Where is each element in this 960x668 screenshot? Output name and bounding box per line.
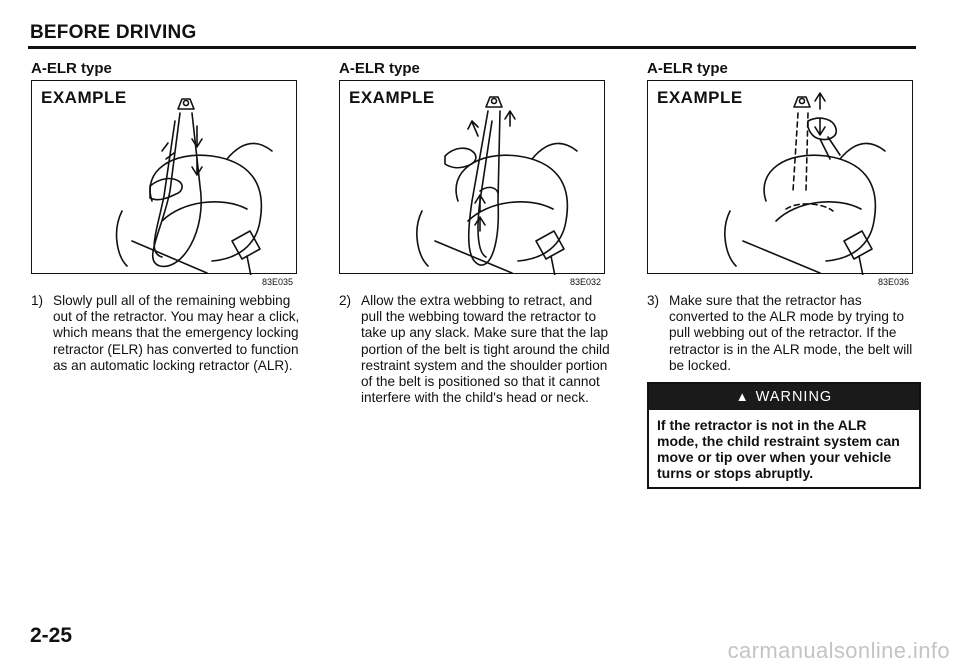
figure-label: EXAMPLE: [657, 88, 743, 107]
step-text: Slowly pull all of the remaining webbing out of the retractor. You may hear a click, which means that the emergency locking retractor (ELR) has converted to function as an automatic locking retractor (ALR).: [53, 293, 300, 373]
step-instruction: [647, 293, 921, 374]
figure-label: EXAMPLE: [349, 88, 435, 107]
warning-triangle-icon: ▲: [735, 389, 750, 405]
step-column-3: [647, 60, 917, 489]
page-number: 2-25: [30, 624, 73, 647]
step-instruction: [31, 293, 305, 374]
seatbelt-locked-illustration: [648, 81, 914, 275]
step-text: Make sure that the retractor has converted to the ALR mode by trying to pull webbing out of the retractor. If the retractor is in the ALR mode, the belt will be locked.: [669, 293, 913, 373]
warning-header: [649, 384, 919, 410]
watermark: carmanualsonline.info: [727, 638, 950, 663]
step-number: 1): [31, 293, 44, 308]
warning-text: If the retractor is not in the ALR mode, the child restraint system can move or tip over when your vehicle turns or stops abruptly.: [657, 417, 900, 482]
seatbelt-pull-illustration: [32, 81, 298, 275]
figure-code: 83E036: [877, 277, 909, 287]
warning-box: [647, 382, 921, 489]
figure-code: 83E035: [261, 277, 293, 287]
figure-code: 83E032: [569, 277, 601, 287]
section-title: BEFORE DRIVING: [30, 22, 197, 43]
illustration-frame: [339, 80, 605, 274]
column-title: A-ELR type: [647, 60, 728, 77]
warning-title: WARNING: [755, 389, 833, 406]
figure-label: EXAMPLE: [41, 88, 127, 107]
step-number: 2): [339, 293, 352, 308]
step-column-1: [31, 60, 301, 374]
illustration-frame: [647, 80, 913, 274]
column-title: A-ELR type: [339, 60, 420, 77]
header-rule: [28, 46, 916, 49]
step-column-2: [339, 60, 609, 406]
step-text: Allow the extra webbing to retract, and pull the webbing toward the retractor to take up any slack. Make sure that the lap portion of the belt is tight around the child restraint system and the shoulder portion of the belt is positioned so that it cannot interfere with the child's head or neck.: [361, 293, 610, 406]
column-title: A-ELR type: [31, 60, 112, 77]
seatbelt-retract-illustration: [340, 81, 606, 275]
illustration-frame: [31, 80, 297, 274]
step-number: 3): [647, 293, 660, 308]
step-instruction: [339, 293, 613, 406]
